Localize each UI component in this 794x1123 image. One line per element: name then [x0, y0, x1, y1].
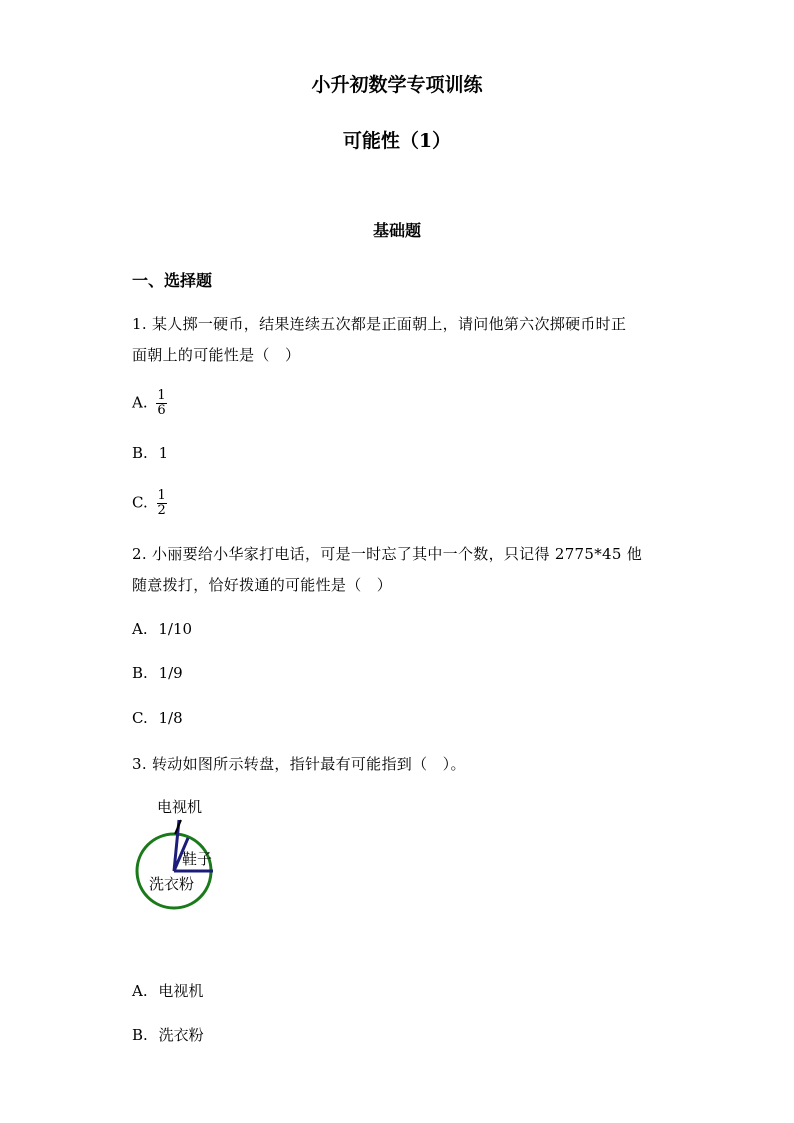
spinner-label-shoes: 鞋子	[182, 850, 213, 868]
question-1-option-a	[132, 389, 167, 418]
option-label: B.	[132, 444, 148, 462]
option-label: A.	[132, 393, 148, 412]
option-label: B.	[132, 664, 148, 682]
fraction	[156, 389, 166, 418]
question-1-option-c	[132, 489, 167, 518]
fraction-denominator: 2	[157, 503, 166, 518]
question-2-option-b	[132, 664, 183, 682]
option-label: C.	[132, 493, 148, 512]
option-text: 1/8	[158, 709, 183, 727]
fraction-numerator: 1	[157, 488, 166, 503]
spinner-diagram	[130, 790, 230, 915]
question-2-line-2: 随意拨打，恰好拨通的可能性是（ ）	[132, 576, 393, 594]
question-1-line-1: 1. 某人掷一硬币，结果连续五次都是正面朝上，请问他第六次掷硬币时正	[132, 315, 627, 333]
question-2-line-1: 2. 小丽要给小华家打电话，可是一时忘了其中一个数，只记得 2775*45 他	[132, 545, 643, 563]
doc-title: 小升初数学专项训练	[311, 74, 483, 96]
spinner-label-tv: 电视机	[157, 798, 203, 816]
option-label: A.	[132, 982, 148, 1000]
option-label: A.	[132, 620, 148, 638]
option-text: 1/10	[158, 620, 193, 638]
option-text: 1/9	[158, 664, 183, 682]
fraction-denominator: 6	[157, 403, 166, 418]
question-1-option-b	[132, 444, 168, 462]
option-text: 电视机	[158, 982, 204, 1000]
spinner-label-detergent: 洗衣粉	[149, 875, 195, 893]
question-3-option-a	[132, 980, 203, 1001]
question-3-line-1: 3. 转动如图所示转盘，指针最有可能指到（ ）。	[132, 755, 466, 773]
section-heading: 一、选择题	[132, 271, 213, 290]
question-1-line-2: 面朝上的可能性是（ ）	[132, 346, 301, 364]
question-2-option-c	[132, 709, 183, 727]
question-3-option-b	[132, 1024, 204, 1045]
fraction	[157, 489, 167, 518]
level-heading: 基础题	[372, 221, 421, 240]
option-label: C.	[132, 709, 148, 727]
option-text: 1	[158, 444, 169, 462]
fraction-numerator: 1	[157, 388, 166, 403]
option-label: B.	[132, 1026, 148, 1044]
question-2-option-a	[132, 620, 192, 638]
option-text: 洗衣粉	[158, 1026, 204, 1044]
doc-subtitle: 可能性（1）	[342, 130, 452, 152]
